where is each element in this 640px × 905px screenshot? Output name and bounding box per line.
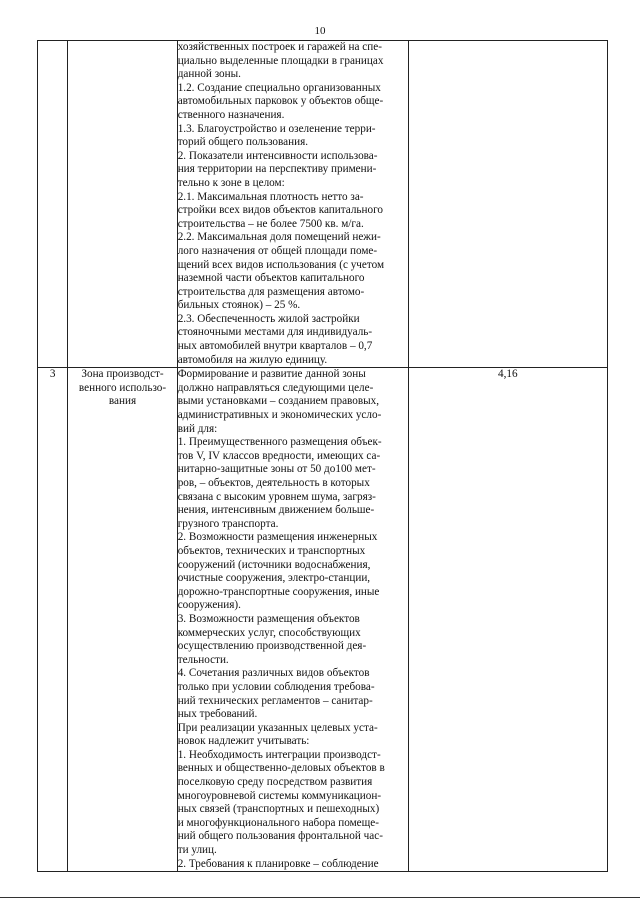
description-line: бильных стоянок) – 25 %. <box>177 299 301 312</box>
description-line: грузного транспорта. <box>177 517 279 530</box>
page-number: 10 <box>314 25 326 37</box>
description-line: объектов, технических и транспортных <box>177 544 366 557</box>
description-line: ных связей (транспортных и пешеходных) <box>177 803 380 816</box>
description-line: лого назначения от общей площади поме- <box>177 244 378 257</box>
description-line: очистные сооружения, электро-станции, <box>177 572 371 585</box>
value-cell: 4,16 <box>408 368 607 872</box>
description-cell <box>177 41 408 368</box>
description-line: выми установками – созданием правовых, <box>177 395 380 408</box>
description-line: 2. Требования к планировке – соблюдение <box>177 857 379 870</box>
description-line: стояночными местами для индивидуаль- <box>177 326 373 339</box>
table-row <box>38 41 608 368</box>
description-line: поселковую среду посредством развития <box>177 776 373 789</box>
description-line: 1.3. Благоустройство и озеленение терри- <box>177 122 376 135</box>
description-line: только при условии соблюдения требова- <box>177 680 375 693</box>
description-line: 2. Показатели интенсивности использова- <box>177 149 378 162</box>
description-line: ний технических регламентов – санитар- <box>177 694 373 707</box>
description-line: тельно к зоне в целом: <box>177 176 285 189</box>
description-line: 3. Возможности размещения объектов <box>177 612 360 625</box>
description-line: данной зоны. <box>177 68 241 81</box>
description-line: строительства – не более 7500 кв. м/га. <box>177 217 364 230</box>
zone-name-cell <box>68 41 177 368</box>
description-line: циально выделенные площадки в границах <box>177 54 384 67</box>
description-line: строительства для размещения автомо- <box>177 285 365 298</box>
description-line: хозяйственных построек и гаражей на спе- <box>177 41 382 53</box>
table-row <box>38 368 608 872</box>
description-line: торий общего пользования. <box>177 136 309 149</box>
description-line: венных и общественно-деловых объектов в <box>177 762 385 775</box>
description-line: и многофункционального набора помеще- <box>177 816 379 829</box>
description-line: ния территории на перспективу примени- <box>177 163 377 176</box>
description-line: наземной части объектов капитального <box>177 272 365 285</box>
description-line: тельности. <box>177 653 229 666</box>
description-line: Формирование и развитие данной зоны <box>177 368 366 381</box>
zoning-table <box>37 40 608 872</box>
description-line: сооружений (источники водоснабжения, <box>177 558 371 571</box>
description-cell <box>177 368 408 872</box>
description-line: ных автомобилей внутри кварталов – 0,7 <box>177 340 373 353</box>
description-line: коммерческих услуг, способствующих <box>177 626 361 639</box>
description-line: автомобильных парковок у объектов обще- <box>177 95 384 108</box>
description-line: вий для: <box>177 422 218 435</box>
description-line: щений всех видов использования (с учетом <box>177 258 385 271</box>
row-number-cell: 3 <box>38 368 68 872</box>
zone-name-line: вания <box>108 395 137 408</box>
description-line: ров, – объектов, деятельность в которых <box>177 477 370 489</box>
description-line: осуществлению производственной дея- <box>177 640 367 653</box>
description-line: тов V, IV классов вредности, имеющих са- <box>177 449 381 462</box>
description-line: 2. Возможности размещения инженерных <box>177 531 378 544</box>
zone-name-line: венного использо- <box>78 381 167 394</box>
description-line: новок надлежит учитывать: <box>177 735 310 748</box>
description-line: стройки всех видов объектов капитального <box>177 204 384 217</box>
description-line: 1.2. Создание специально организованных <box>177 81 381 94</box>
description-line: дорожно-транспортные сооружения, иные <box>177 585 380 598</box>
zone-name-cell <box>68 368 177 872</box>
description-line: 1. Преимущественного размещения объек- <box>177 436 382 449</box>
description-line: ственного назначения. <box>177 108 285 121</box>
description-line: При реализации указанных целевых уста- <box>177 721 378 734</box>
description-line: многоуровневой системы коммуникацион- <box>177 789 382 802</box>
description-line: сооружения). <box>177 599 241 612</box>
description-line: нения, интенсивным движением больше- <box>177 504 375 517</box>
description-line: 2.3. Обеспеченность жилой застройки <box>177 312 360 325</box>
description-line: ти улиц. <box>177 844 217 857</box>
description-line: 2.1. Максимальная плотность нетто за- <box>177 190 364 203</box>
table-body <box>38 41 608 872</box>
description-line: административных и экономических усло- <box>177 409 382 422</box>
description-line: 2.2. Максимальная доля помещений нежи- <box>177 231 381 244</box>
value-cell <box>408 41 607 368</box>
description-line: 4. Сочетания различных видов объектов <box>177 667 370 680</box>
description-line: нитарно-защитные зоны от 50 до100 мет- <box>177 463 376 476</box>
description-line: ний общего пользования фронтальной час- <box>177 830 383 843</box>
description-line: должно направляться следующими целе- <box>177 381 374 394</box>
page-bottom-rule <box>0 897 640 898</box>
zone-name-line: Зона производст- <box>81 368 164 381</box>
description-line: ных требований. <box>177 708 258 721</box>
row-number-cell <box>38 41 68 368</box>
description-line: связана с высоким уровнем шума, загряз- <box>177 490 376 503</box>
description-line: 1. Необходимость интеграции производст- <box>177 748 381 761</box>
description-line: автомобиля на жилую единицу. <box>177 353 328 366</box>
